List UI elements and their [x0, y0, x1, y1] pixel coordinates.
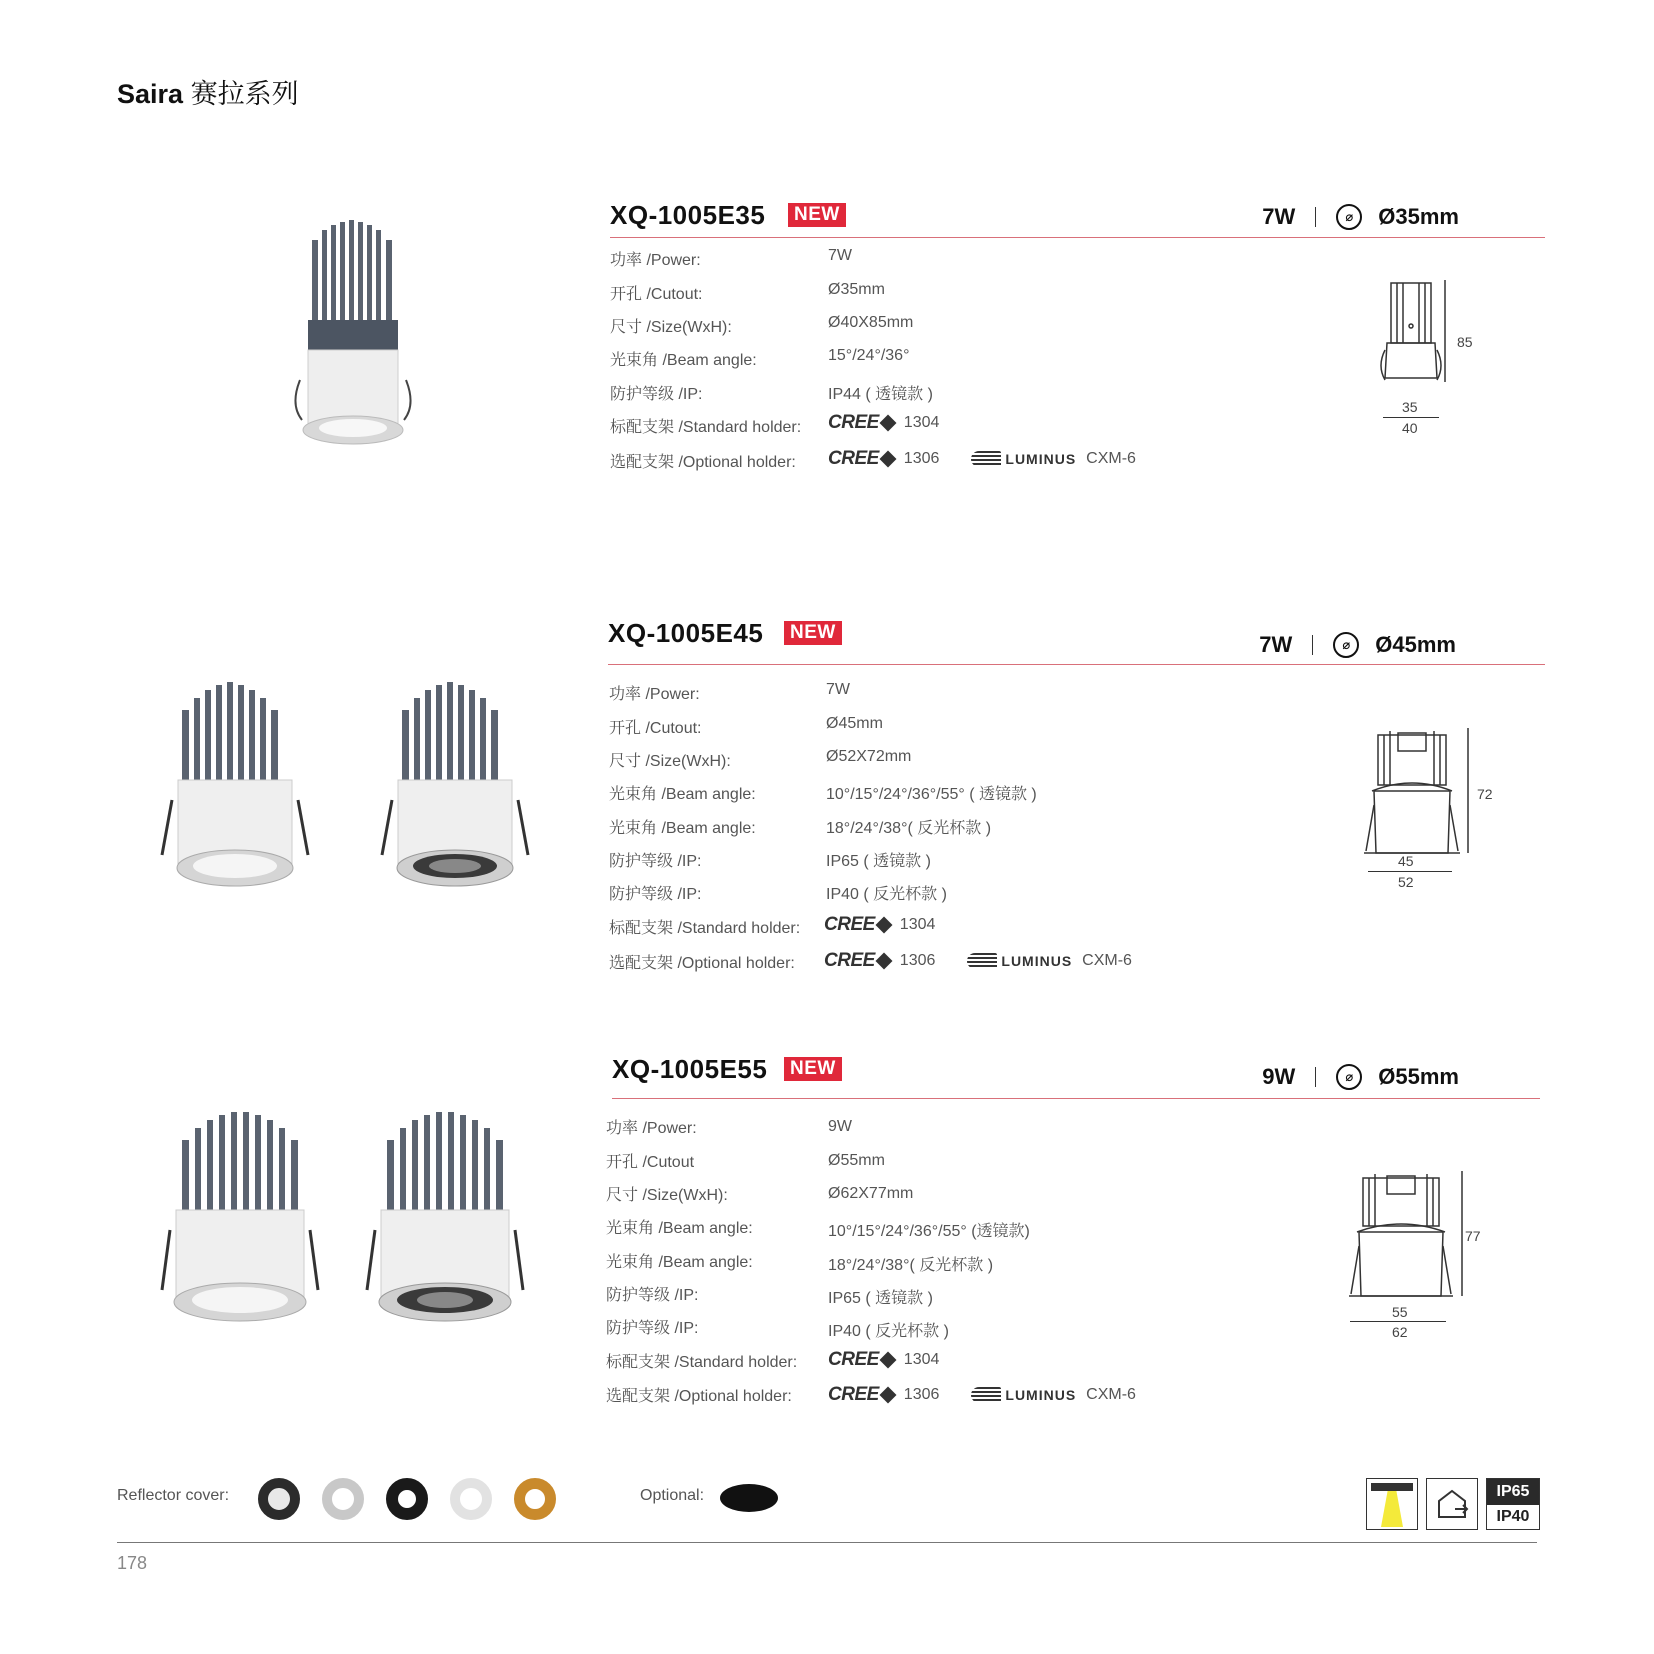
- holder-brands: [828, 448, 1136, 470]
- new-badge: NEW: [788, 203, 846, 227]
- watt-value: 7W: [1259, 632, 1293, 657]
- divider: [1315, 1067, 1316, 1087]
- spec-value: IP65 ( 透镜款 ): [828, 1290, 933, 1307]
- spec-label: 功率 /Power:: [610, 252, 701, 269]
- spec-label: 防护等级 /IP:: [609, 886, 702, 903]
- series-name-cn: 赛拉系列: [190, 79, 299, 109]
- spec-label: 光束角 /Beam angle:: [606, 1254, 753, 1271]
- spec-value: 18°/24°/38°( 反光杯款 ): [826, 820, 992, 837]
- holder-code: 1304: [903, 1351, 940, 1368]
- spec-label: 防护等级 /IP:: [609, 853, 702, 870]
- spec-label: 标配支架 /Standard holder:: [610, 419, 802, 436]
- power-cutout-summary: [1262, 204, 1459, 230]
- holder-code: CXM-6: [1082, 952, 1132, 969]
- holder-code: CXM-6: [1086, 1386, 1136, 1403]
- spec-label: 选配支架 /Optional holder:: [606, 1388, 792, 1405]
- cutout-icon: ⌀: [1333, 632, 1359, 658]
- model-name: XQ-1005E45: [608, 618, 764, 648]
- power-cutout-summary: [1262, 1064, 1459, 1090]
- holder-code: 1306: [899, 952, 936, 969]
- dim-inner: 35: [1402, 399, 1418, 415]
- optional-honeycomb-icon: [720, 1484, 778, 1512]
- cree-logo: CREE: [828, 412, 894, 434]
- spec-label: 光束角 /Beam angle:: [609, 786, 756, 803]
- divider: [1312, 635, 1313, 655]
- luminus-logo: LUMINUS: [971, 1387, 1076, 1403]
- spec-label: 防护等级 /IP:: [610, 386, 703, 403]
- dim-line: [1383, 417, 1439, 418]
- dim-outer: 40: [1402, 420, 1418, 436]
- spec-label: 尺寸 /Size(WxH):: [609, 753, 731, 770]
- cree-logo: CREE: [828, 448, 894, 470]
- dim-outer: 52: [1398, 874, 1414, 890]
- spec-value: Ø40X85mm: [828, 314, 914, 331]
- model-name: XQ-1005E35: [610, 200, 766, 230]
- power-cutout-summary: [1259, 632, 1456, 658]
- spec-label: 开孔 /Cutout: [606, 1154, 695, 1171]
- spec-value: 18°/24°/38°( 反光杯款 ): [828, 1257, 994, 1274]
- reflector-swatch-3: [386, 1478, 428, 1520]
- holder-code: 1304: [899, 916, 936, 933]
- dim-inner: 55: [1392, 1304, 1408, 1320]
- new-badge: NEW: [784, 1057, 842, 1081]
- spec-value: 15°/24°/36°: [828, 347, 910, 364]
- footer-rule: [117, 1542, 1537, 1543]
- reflector-swatch-5: [514, 1478, 556, 1520]
- cutout-icon: ⌀: [1336, 1064, 1362, 1090]
- spec-value: 10°/15°/24°/36°/55° (透镜款): [828, 1223, 1030, 1240]
- dim-height: 77: [1465, 1228, 1481, 1244]
- header-rule: [610, 237, 1545, 238]
- series-name: Saira: [117, 79, 184, 109]
- spec-label: 功率 /Power:: [609, 686, 700, 703]
- holder-brands: [824, 950, 1132, 972]
- spec-value: Ø62X77mm: [828, 1185, 914, 1202]
- cree-logo: CREE: [828, 1384, 894, 1406]
- product-image-e55-reflector: [365, 1110, 525, 1325]
- holder-brands: [828, 412, 939, 434]
- cutout-value: Ø35mm: [1378, 204, 1459, 229]
- optional-label: Optional:: [640, 1487, 705, 1504]
- spec-value: IP40 ( 反光杯款 ): [826, 886, 947, 903]
- holder-brands: [824, 914, 935, 936]
- dimension-drawing: [1345, 1168, 1470, 1308]
- spec-label: 光束角 /Beam angle:: [609, 820, 756, 837]
- beam-indicator-icon: [1366, 1478, 1418, 1530]
- spec-value: Ø55mm: [828, 1152, 885, 1169]
- product-image-e55-lens: [160, 1110, 320, 1325]
- header-rule: [612, 1098, 1540, 1099]
- spec-label: 选配支架 /Optional holder:: [609, 955, 795, 972]
- spec-value: IP40 ( 反光杯款 ): [828, 1323, 949, 1340]
- spec-label: 尺寸 /Size(WxH):: [610, 319, 732, 336]
- luminus-logo: LUMINUS: [967, 953, 1072, 969]
- holder-code: 1304: [903, 414, 940, 431]
- spec-label: 光束角 /Beam angle:: [610, 352, 757, 369]
- cree-logo: CREE: [824, 950, 890, 972]
- spec-label: 防护等级 /IP:: [606, 1320, 699, 1337]
- divider: [1315, 207, 1316, 227]
- cree-logo: CREE: [828, 1349, 894, 1371]
- dim-line: [1350, 1321, 1446, 1322]
- dimension-drawing: [1360, 725, 1475, 860]
- spec-value: IP65 ( 透镜款 ): [826, 853, 931, 870]
- dim-outer: 62: [1392, 1324, 1408, 1340]
- spec-value: 7W: [828, 247, 852, 264]
- cutout-value: Ø45mm: [1375, 632, 1456, 657]
- cutout-value: Ø55mm: [1378, 1064, 1459, 1089]
- model-name: XQ-1005E55: [612, 1054, 768, 1084]
- product-image-e45-lens: [160, 680, 310, 890]
- ip-rating-top: IP65: [1487, 1479, 1539, 1505]
- luminus-logo: LUMINUS: [971, 451, 1076, 467]
- watt-value: 9W: [1262, 1064, 1296, 1089]
- ip-rating-badge: [1486, 1478, 1540, 1530]
- spec-label: 开孔 /Cutout:: [609, 720, 702, 737]
- cutout-icon: ⌀: [1336, 204, 1362, 230]
- spec-value: Ø52X72mm: [826, 748, 912, 765]
- product-image-e45-reflector: [380, 680, 530, 890]
- new-badge: NEW: [784, 621, 842, 645]
- indoor-use-icon: [1426, 1478, 1478, 1530]
- dim-inner: 45: [1398, 853, 1414, 869]
- spec-label: 选配支架 /Optional holder:: [610, 454, 796, 471]
- spec-label: 防护等级 /IP:: [606, 1287, 699, 1304]
- holder-code: 1306: [903, 450, 940, 467]
- spec-value: Ø35mm: [828, 281, 885, 298]
- holder-brands: [828, 1384, 1136, 1406]
- reflector-swatch-2: [322, 1478, 364, 1520]
- holder-brands: [828, 1349, 939, 1371]
- reflector-swatch-1: [258, 1478, 300, 1520]
- spec-value: 10°/15°/24°/36°/55° ( 透镜款 ): [826, 786, 1037, 803]
- header-rule: [608, 664, 1545, 665]
- cree-logo: CREE: [824, 914, 890, 936]
- dim-line: [1368, 871, 1452, 872]
- spec-label: 标配支架 /Standard holder:: [609, 920, 801, 937]
- holder-code: CXM-6: [1086, 450, 1136, 467]
- spec-label: 功率 /Power:: [606, 1120, 697, 1137]
- series-title: [117, 72, 299, 111]
- holder-code: 1306: [903, 1386, 940, 1403]
- spec-value: Ø45mm: [826, 715, 883, 732]
- spec-label: 开孔 /Cutout:: [610, 286, 703, 303]
- spec-value: IP44 ( 透镜款 ): [828, 386, 933, 403]
- spec-label: 标配支架 /Standard holder:: [606, 1354, 798, 1371]
- spec-label: 尺寸 /Size(WxH):: [606, 1187, 728, 1204]
- reflector-swatch-4: [450, 1478, 492, 1520]
- dim-height: 85: [1457, 334, 1473, 350]
- spec-label: 光束角 /Beam angle:: [606, 1220, 753, 1237]
- product-image-e35: [290, 220, 420, 460]
- reflector-cover-label: Reflector cover:: [117, 1487, 230, 1504]
- spec-value: 7W: [826, 681, 850, 698]
- ip-rating-bottom: IP40: [1496, 1508, 1530, 1525]
- spec-value: 9W: [828, 1118, 852, 1135]
- dimension-drawing: [1375, 278, 1455, 418]
- watt-value: 7W: [1262, 204, 1296, 229]
- dim-height: 72: [1477, 786, 1493, 802]
- page-number: 178: [117, 1553, 148, 1573]
